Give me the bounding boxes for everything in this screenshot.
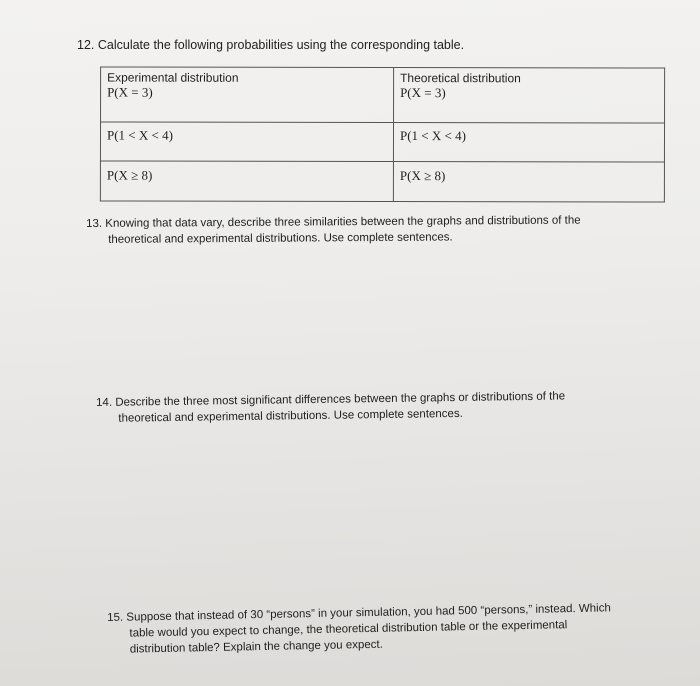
- experimental-header: Experimental distribution: [107, 70, 239, 85]
- table-cell: [100, 122, 393, 162]
- table-cell: [393, 162, 664, 202]
- question-15: [107, 600, 628, 658]
- question-12-text: Calculate the following probabilities using the corresponding table.: [97, 38, 465, 52]
- question-12-number: 12.: [77, 38, 95, 52]
- question-15-number: 15.: [107, 611, 124, 624]
- cell-value: P(X ≥ 8): [106, 167, 153, 183]
- question-15-line-1: Suppose that instead of 30 “persons” in your simulation, you had 500 “persons,” instead. Which: [126, 602, 611, 624]
- table-cell: [101, 67, 394, 123]
- table-row: [101, 67, 665, 123]
- cell-value: P(X ≥ 8): [399, 168, 446, 184]
- question-14-number: 14.: [96, 396, 113, 409]
- question-13-line-2: theoretical and experimental distributions. Use complete sentences.: [108, 231, 453, 246]
- question-13-line-1: Knowing that data vary, describe three similarities between the graphs and distributions of the: [105, 214, 581, 230]
- question-15-line-3: distribution table? Explain the change you expect.: [129, 638, 384, 656]
- table-row: [100, 122, 664, 162]
- probability-table: [100, 67, 665, 203]
- question-13: [86, 212, 646, 248]
- question-13-number: 13.: [86, 217, 103, 230]
- question-12: [77, 37, 464, 53]
- question-14: [96, 388, 616, 427]
- table-cell: [100, 161, 393, 202]
- table-cell: [394, 68, 665, 123]
- theoretical-header: Theoretical distribution: [400, 71, 521, 86]
- cell-value: P(1 < X < 4): [399, 128, 466, 144]
- table-cell: [393, 123, 664, 162]
- cell-value: P(X = 3): [400, 85, 446, 101]
- table-row: [100, 161, 664, 202]
- question-14-line-1: Describe the three most significant differences between the graphs or distributions of the: [115, 390, 566, 409]
- question-14-line-2: theoretical and experimental distributions. Use complete sentences.: [118, 407, 463, 425]
- cell-value: P(X = 3): [107, 84, 153, 100]
- question-15-line-2: table would you expect to change, the theoretical distribution table or the experimental: [129, 619, 568, 640]
- cell-value: P(1 < X < 4): [106, 127, 173, 143]
